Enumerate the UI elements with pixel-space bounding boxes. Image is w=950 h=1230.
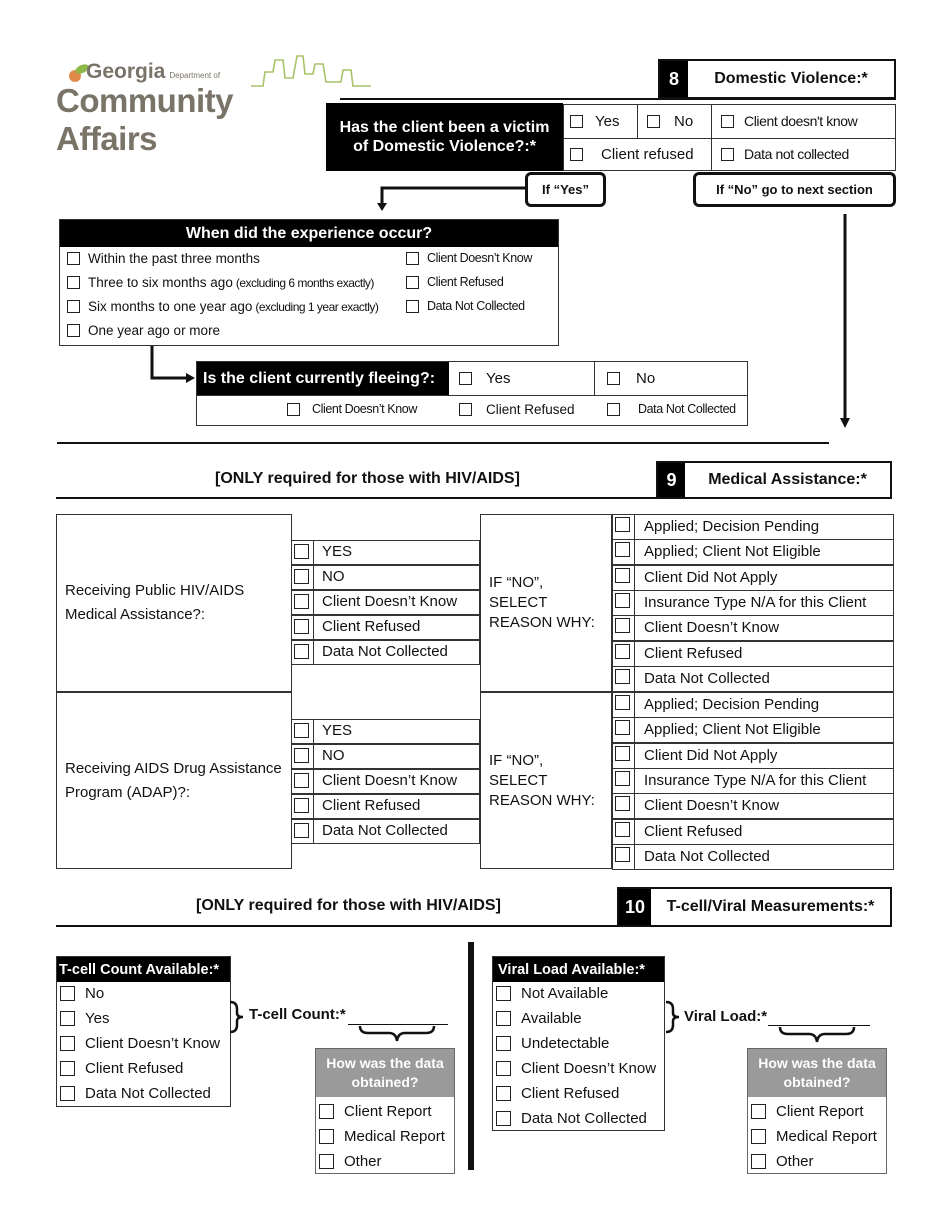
viral-brace-icon	[664, 1000, 682, 1034]
tcell-client-refused-checkbox[interactable]	[60, 1061, 75, 1076]
viral-how-other-option[interactable]	[751, 1153, 814, 1170]
public-hiv-answer-row	[292, 540, 480, 565]
adap-reason-data-not-collected-checkbox[interactable]	[615, 847, 630, 862]
answer-divider	[313, 769, 314, 794]
viral-load-label: Viral Load:*	[684, 1008, 768, 1025]
viral-available-box	[492, 956, 665, 1131]
reason-divider	[634, 514, 635, 540]
public-hiv-reason-data-not-collected-label: Data Not Collected	[644, 669, 770, 687]
experience-opt-within-3-months-label: Within the past three months	[88, 251, 260, 266]
fleeing-client-refused-checkbox[interactable]	[459, 403, 472, 416]
public-hiv-reason-label-cell	[480, 514, 612, 692]
fleeing-yes-option[interactable]	[459, 370, 510, 387]
viral-how-medical-report-label: Medical Report	[776, 1128, 877, 1145]
viral-undetectable-checkbox[interactable]	[496, 1036, 511, 1051]
viral-client-doesn-t-know-checkbox[interactable]	[496, 1061, 511, 1076]
experience-opt-3-to-6-months-checkbox[interactable]	[67, 276, 80, 289]
dv-no-label: No	[674, 113, 694, 130]
viral-not-available-option[interactable]	[496, 985, 608, 1002]
tcell-note: [ONLY required for those with HIV/AIDS]	[196, 897, 501, 914]
tcell-available-box	[56, 956, 231, 1107]
tcell-no-checkbox[interactable]	[60, 986, 75, 1001]
public-hiv-reason-applied-decision-pending-label: Applied; Decision Pending	[644, 518, 820, 535]
public-hiv-reason-insurance-type-n-a-for-this-client-checkbox[interactable]	[615, 593, 630, 608]
fleeing-no-label: No	[636, 370, 656, 387]
fleeing-no-option[interactable]	[607, 370, 655, 387]
experience-opt-6-to-12-months-label: Six months to one year ago	[88, 299, 253, 314]
experience-opt-within-3-months[interactable]	[67, 251, 260, 266]
medical-section-title: Medical Assistance:*	[708, 471, 867, 488]
tcell-available-title: T-cell Count Available:*	[57, 957, 230, 982]
section-divider	[57, 442, 829, 444]
experience-opt-within-3-months-checkbox[interactable]	[67, 252, 80, 265]
tcell-how-medical-report-checkbox[interactable]	[319, 1129, 334, 1144]
experience-opt-client-doesnt-know-checkbox[interactable]	[406, 252, 419, 265]
tcell-client-refused-option[interactable]	[60, 1060, 183, 1077]
fleeing-client-doesnt-know-checkbox[interactable]	[287, 403, 300, 416]
tcell-data-not-collected-label: Data Not Collected	[85, 1085, 211, 1102]
adap-reason-applied-client-not-eligible-label: Applied; Client Not Eligible	[644, 721, 821, 739]
answer-divider	[313, 590, 314, 615]
adap-no-checkbox[interactable]	[294, 748, 309, 763]
reason-divider	[634, 844, 635, 870]
viral-available-label: Available	[521, 1010, 582, 1027]
public-hiv-reason-data-not-collected-checkbox[interactable]	[615, 669, 630, 684]
public-hiv-reason-applied-decision-pending-checkbox[interactable]	[615, 517, 630, 532]
viral-client-doesn-t-know-option[interactable]	[496, 1060, 656, 1077]
experience-opt-6-to-12-months-note: (excluding 1 year exactly)	[255, 299, 379, 314]
reason-divider	[634, 539, 635, 565]
adap-no-label: NO	[322, 747, 345, 764]
adap-reason-label-cell	[480, 692, 612, 869]
medical-section-number: 9	[658, 463, 685, 497]
viral-how-title: How was the data obtained?	[748, 1049, 886, 1097]
tcell-section-title: T-cell/Viral Measurements:*	[666, 898, 875, 915]
adap-reason-data-not-collected-label: Data Not Collected	[644, 847, 770, 865]
adap-client-refused-label: Client Refused	[322, 797, 421, 814]
adap-data-not-collected-checkbox[interactable]	[294, 823, 309, 838]
adap-reason-client-did-not-apply-label: Client Did Not Apply	[644, 746, 778, 764]
tcell-yes-checkbox[interactable]	[60, 1011, 75, 1026]
dv-question-text: Has the client been a victim of Domestic Violence?:*	[339, 119, 550, 155]
if-no-arrowhead-icon	[840, 418, 850, 428]
public-hiv-data-not-collected-checkbox[interactable]	[294, 644, 309, 659]
tcell-how-title: How was the data obtained?	[316, 1049, 454, 1097]
reason-divider	[634, 666, 635, 692]
logo-georgia: Georgia	[86, 60, 166, 83]
fleeing-data-not-collected-checkbox[interactable]	[607, 403, 620, 416]
medical-rule	[56, 497, 656, 499]
public-hiv-label: Receiving Public HIV/AIDS Medical Assistance?:	[65, 582, 245, 623]
viral-available-checkbox[interactable]	[496, 1011, 511, 1026]
fleeing-client-refused-label: Client Refused	[486, 402, 575, 417]
fleeing-question: Is the client currently fleeing?:	[197, 362, 449, 395]
public-hiv-label-cell	[56, 514, 292, 692]
reason-divider	[634, 768, 635, 794]
dv-section-title: Domestic Violence:*	[714, 70, 868, 87]
reason-divider	[634, 743, 635, 769]
if-yes-arrow-icon	[382, 188, 525, 205]
adap-answer-row	[292, 744, 480, 769]
tcell-client-refused-label: Client Refused	[85, 1060, 184, 1077]
tcell-yes-label: Yes	[85, 1010, 110, 1027]
viral-data-not-collected-label: Data Not Collected	[521, 1110, 647, 1127]
adap-reason-applied-decision-pending-label: Applied; Decision Pending	[644, 696, 820, 713]
fleeing-box	[196, 361, 748, 426]
experience-opt-data-not-collected-label: Data Not Collected	[427, 299, 525, 313]
viral-how-box	[747, 1048, 887, 1174]
public-hiv-reason-client-refused-label: Client Refused	[644, 644, 743, 662]
viral-how-medical-report-option[interactable]	[751, 1128, 877, 1145]
tcell-client-doesn-t-know-label: Client Doesn’t Know	[85, 1035, 221, 1052]
tcell-data-not-collected-checkbox[interactable]	[60, 1086, 75, 1101]
public-hiv-reason-insurance-type-n-a-for-this-client-label: Insurance Type N/A for this Client	[644, 593, 867, 611]
answer-divider	[313, 640, 314, 665]
public-hiv-reason-applied-client-not-eligible-checkbox[interactable]	[615, 542, 630, 557]
tcell-how-client-report-label: Client Report	[344, 1103, 432, 1120]
tcell-no-option[interactable]	[60, 985, 104, 1002]
adap-client-doesn-t-know-label: Client Doesn’t Know	[322, 772, 458, 789]
adap-answer-row	[292, 719, 480, 744]
public-hiv-answer-row	[292, 565, 480, 590]
public-hiv-no-checkbox[interactable]	[294, 569, 309, 584]
experience-opt-3-to-6-months-label: Three to six months ago	[88, 275, 233, 290]
answer-divider	[313, 565, 314, 590]
adap-reason-client-doesn-t-know-checkbox[interactable]	[615, 796, 630, 811]
viral-client-doesn-t-know-label: Client Doesn’t Know	[521, 1060, 657, 1077]
adap-reason-client-refused-label: Client Refused	[644, 822, 743, 840]
viral-data-not-collected-checkbox[interactable]	[496, 1111, 511, 1126]
viral-undetectable-option[interactable]	[496, 1035, 609, 1052]
adap-reason-client-doesn-t-know-label: Client Doesn’t Know	[644, 797, 780, 815]
viral-available-option[interactable]	[496, 1010, 582, 1027]
reason-divider	[634, 615, 635, 641]
tcell-down-brace-icon	[358, 1024, 436, 1044]
experience-opt-one-year-or-more-label: One year ago or more	[88, 323, 221, 338]
logo-name: Community Affairs	[56, 82, 233, 157]
tcell-section-header	[617, 887, 892, 927]
adap-label: Receiving AIDS Drug Assistance Program (ADAP)?:	[65, 759, 282, 801]
adap-reason-applied-decision-pending-checkbox[interactable]	[615, 695, 630, 710]
fleeing-client-refused-option[interactable]	[459, 402, 575, 417]
adap-reason-applied-client-not-eligible-checkbox[interactable]	[615, 720, 630, 735]
reason-divider	[634, 692, 635, 718]
public-hiv-yes-checkbox[interactable]	[294, 544, 309, 559]
dv-yes-label: Yes	[595, 113, 620, 130]
fleeing-yes-label: Yes	[486, 370, 511, 387]
experience-opt-client-doesnt-know-label: Client Doesn’t Know	[427, 251, 532, 265]
experience-opt-data-not-collected-checkbox[interactable]	[406, 300, 419, 313]
adap-client-refused-checkbox[interactable]	[294, 798, 309, 813]
public-hiv-no-label: NO	[322, 568, 345, 585]
viral-how-client-report-checkbox[interactable]	[751, 1104, 766, 1119]
reason-divider	[634, 793, 635, 819]
tcell-client-doesn-t-know-option[interactable]	[60, 1035, 220, 1052]
public-hiv-reason-client-doesn-t-know-label: Client Doesn’t Know	[644, 619, 780, 637]
reason-divider	[634, 819, 635, 845]
fleeing-no-checkbox[interactable]	[607, 372, 620, 385]
experience-title: When did the experience occur?	[60, 220, 558, 247]
vertical-divider	[468, 942, 474, 1170]
public-hiv-client-doesn-t-know-label: Client Doesn’t Know	[322, 593, 458, 610]
dv-data-not-collected-label: Data not collected	[744, 146, 849, 162]
experience-opt-3-to-6-months-note: (excluding 6 months exactly)	[235, 275, 374, 290]
viral-down-brace-icon	[778, 1025, 856, 1045]
public-hiv-reason-label: IF “NO”, SELECT REASON WHY:	[489, 574, 595, 631]
to-fleeing-arrowhead-icon	[186, 373, 195, 383]
answer-divider	[313, 819, 314, 844]
reason-divider	[634, 565, 635, 591]
dv-section-number: 8	[660, 61, 688, 97]
adap-reason-insurance-type-n-a-for-this-client-label: Insurance Type N/A for this Client	[644, 771, 867, 789]
adap-label-cell	[56, 692, 292, 869]
public-hiv-reason-client-refused-checkbox[interactable]	[615, 644, 630, 659]
viral-data-not-collected-option[interactable]	[496, 1110, 647, 1127]
adap-yes-label: YES	[322, 722, 353, 739]
experience-opt-6-to-12-months[interactable]	[67, 299, 378, 314]
public-hiv-client-refused-label: Client Refused	[322, 618, 421, 635]
if-no-text: If “No” go to next section	[716, 182, 873, 197]
public-hiv-data-not-collected-label: Data Not Collected	[322, 643, 448, 660]
answer-divider	[313, 744, 314, 769]
viral-how-client-report-label: Client Report	[776, 1103, 864, 1120]
tcell-yes-option[interactable]	[60, 1010, 109, 1027]
adap-reason-insurance-type-n-a-for-this-client-checkbox[interactable]	[615, 771, 630, 786]
tcell-rule	[56, 925, 618, 927]
reason-divider	[634, 641, 635, 667]
viral-how-other-checkbox[interactable]	[751, 1154, 766, 1169]
public-hiv-client-refused-checkbox[interactable]	[294, 619, 309, 634]
answer-divider	[313, 794, 314, 819]
tcell-how-other-option[interactable]	[319, 1153, 382, 1170]
answer-divider	[313, 540, 314, 565]
viral-not-available-label: Not Available	[521, 985, 609, 1002]
reason-divider	[634, 590, 635, 616]
viral-how-other-label: Other	[776, 1153, 814, 1170]
to-fleeing-arrow-icon	[152, 346, 188, 378]
public-hiv-reason-client-did-not-apply-label: Client Did Not Apply	[644, 568, 778, 586]
fleeing-yes-checkbox[interactable]	[459, 372, 472, 385]
adap-reason-client-did-not-apply-checkbox[interactable]	[615, 746, 630, 761]
viral-client-refused-option[interactable]	[496, 1085, 619, 1102]
answer-divider	[313, 719, 314, 744]
viral-client-refused-label: Client Refused	[521, 1085, 620, 1102]
tcell-count-label: T-cell Count:*	[249, 1006, 346, 1023]
tcell-how-other-checkbox[interactable]	[319, 1154, 334, 1169]
tcell-data-not-collected-option[interactable]	[60, 1085, 211, 1102]
medical-section-header	[656, 461, 892, 499]
experience-opt-client-doesnt-know[interactable]	[406, 251, 532, 265]
if-yes-arrowhead-icon	[377, 203, 387, 211]
public-hiv-reason-client-did-not-apply-checkbox[interactable]	[615, 568, 630, 583]
experience-opt-data-not-collected[interactable]	[406, 299, 525, 313]
tcell-how-medical-report-option[interactable]	[319, 1128, 445, 1145]
viral-undetectable-label: Undetectable	[521, 1035, 610, 1052]
experience-opt-6-to-12-months-checkbox[interactable]	[67, 300, 80, 313]
answer-divider	[313, 615, 314, 640]
viral-not-available-checkbox[interactable]	[496, 986, 511, 1001]
public-hiv-yes-label: YES	[322, 543, 353, 560]
tcell-brace-icon	[228, 1000, 246, 1034]
public-hiv-client-doesn-t-know-checkbox[interactable]	[294, 594, 309, 609]
experience-opt-client-refused-checkbox[interactable]	[406, 276, 419, 289]
adap-reason-label: IF “NO”, SELECT REASON WHY:	[489, 751, 595, 809]
viral-available-title: Viral Load Available:*	[493, 957, 664, 982]
experience-box	[59, 219, 559, 346]
viral-how-medical-report-checkbox[interactable]	[751, 1129, 766, 1144]
public-hiv-reason-applied-client-not-eligible-label: Applied; Client Not Eligible	[644, 543, 821, 561]
tcell-how-client-report-option[interactable]	[319, 1103, 432, 1120]
adap-data-not-collected-label: Data Not Collected	[322, 822, 448, 839]
tcell-client-doesn-t-know-checkbox[interactable]	[60, 1036, 75, 1051]
fleeing-data-not-collected-option[interactable]	[607, 402, 736, 416]
fleeing-data-not-collected-label: Data Not Collected	[638, 402, 736, 416]
experience-opt-one-year-or-more-checkbox[interactable]	[67, 324, 80, 337]
experience-opt-one-year-or-more[interactable]	[67, 323, 220, 338]
adap-yes-checkbox[interactable]	[294, 723, 309, 738]
tcell-how-medical-report-label: Medical Report	[344, 1128, 445, 1145]
tcell-how-box	[315, 1048, 455, 1174]
tcell-section-number: 10	[619, 889, 651, 925]
tcell-how-other-label: Other	[344, 1153, 382, 1170]
if-yes-text: If “Yes”	[542, 182, 589, 197]
dv-client-refused-label: Client refused	[601, 146, 694, 163]
dv-client-doesnt-know-label: Client doesn't know	[744, 113, 858, 129]
experience-opt-client-refused[interactable]	[406, 275, 503, 289]
medical-note: [ONLY required for those with HIV/AIDS]	[215, 470, 520, 487]
adap-client-doesn-t-know-checkbox[interactable]	[294, 773, 309, 788]
logo-dept: Department of	[169, 71, 221, 80]
adap-reason-client-refused-checkbox[interactable]	[615, 822, 630, 837]
fleeing-client-doesnt-know-option[interactable]	[287, 402, 417, 416]
tcell-how-client-report-checkbox[interactable]	[319, 1104, 334, 1119]
experience-opt-3-to-6-months[interactable]	[67, 275, 374, 290]
viral-client-refused-checkbox[interactable]	[496, 1086, 511, 1101]
reason-divider	[634, 717, 635, 743]
tcell-no-label: No	[85, 985, 105, 1002]
public-hiv-reason-client-doesn-t-know-checkbox[interactable]	[615, 618, 630, 633]
experience-opt-client-refused-label: Client Refused	[427, 275, 504, 289]
fleeing-client-doesnt-know-label: Client Doesn’t Know	[312, 402, 417, 416]
viral-how-client-report-option[interactable]	[751, 1103, 864, 1120]
